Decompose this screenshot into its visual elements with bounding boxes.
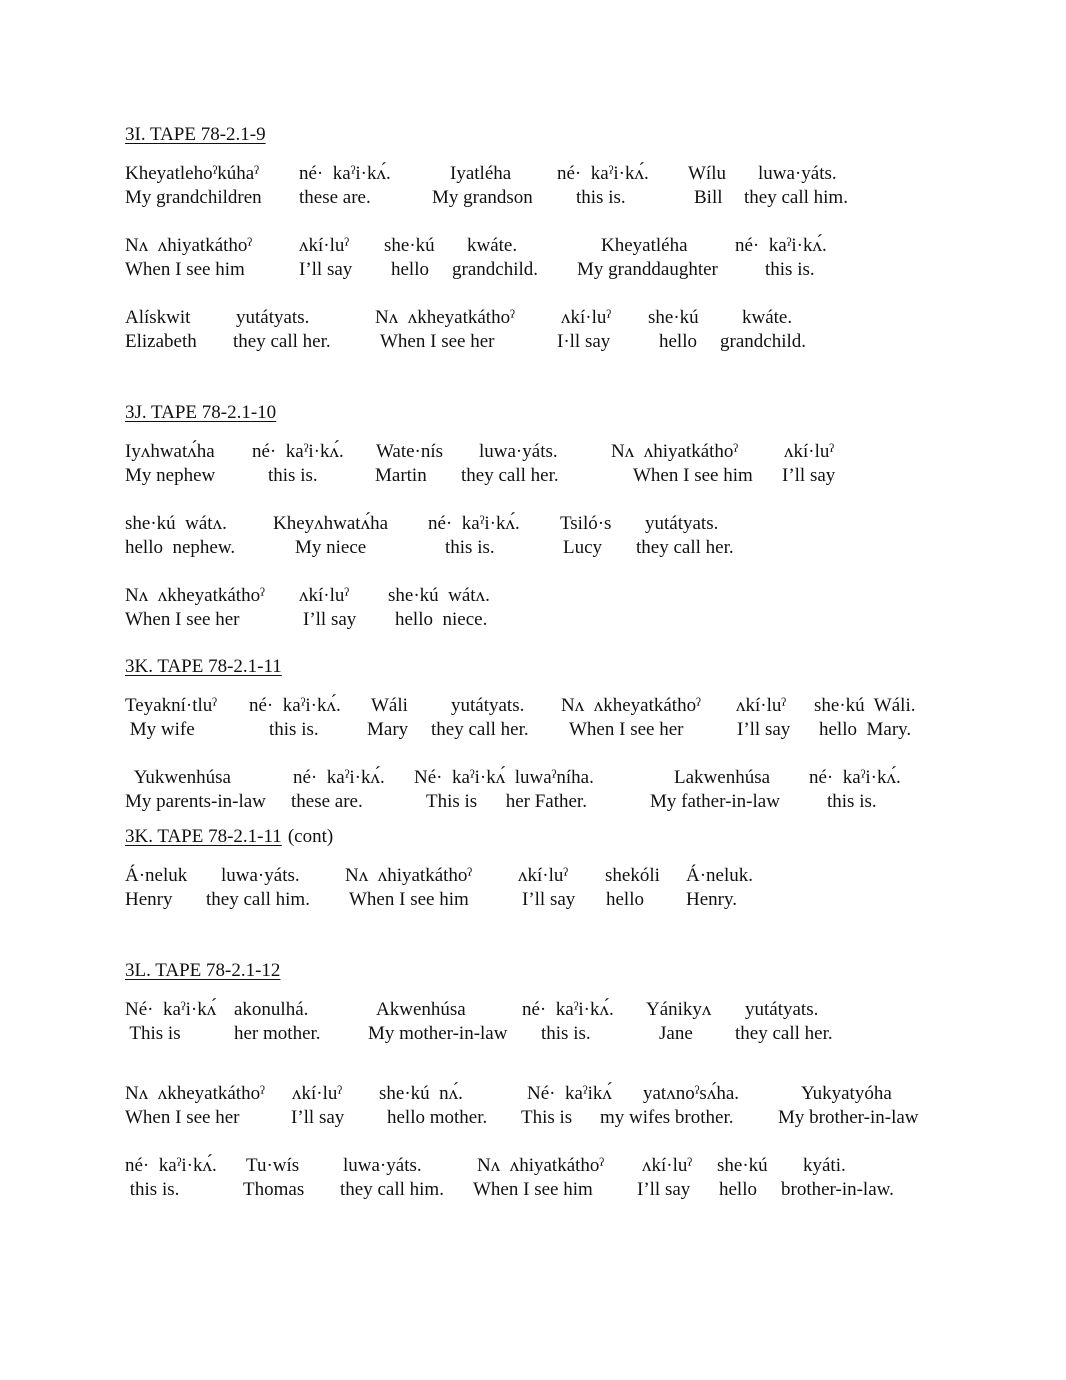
english-word: hello xyxy=(719,1179,757,1200)
english-word: I’ll say xyxy=(299,259,353,280)
oneida-word: yatʌnoˀsʌ́ha. xyxy=(643,1083,740,1104)
oneida-line xyxy=(125,234,1005,258)
oneida-word: ʌkí·luˀ xyxy=(561,307,612,328)
oneida-word: she·kú wátʌ. xyxy=(388,585,490,606)
english-word: they call her. xyxy=(431,719,529,740)
english-line xyxy=(125,1106,1005,1130)
oneida-word: Á·neluk xyxy=(125,865,188,886)
oneida-word: she·kú wátʌ. xyxy=(125,513,227,534)
english-word: Martin xyxy=(375,465,427,486)
oneida-word: Wate·nís xyxy=(376,441,444,462)
oneida-word: Né· kaˀi·kʌ́ luwaˀníha. xyxy=(414,767,594,788)
oneida-word: né· kaˀi·kʌ́. xyxy=(249,695,341,716)
english-word: I·ll say xyxy=(557,331,611,352)
oneida-word: Nʌ ʌhiyatkáthoˀ xyxy=(611,441,739,462)
oneida-word: akonulhá. xyxy=(234,999,309,1020)
oneida-word: yutátyats. xyxy=(236,307,310,328)
english-word: I’ll say xyxy=(637,1179,691,1200)
section-3k xyxy=(125,656,1005,814)
oneida-line xyxy=(125,512,1005,536)
english-word: My mother-in-law xyxy=(368,1023,508,1044)
oneida-word: ʌkí·luˀ xyxy=(518,865,569,886)
english-word: Elizabeth xyxy=(125,331,197,352)
section-3k-cont xyxy=(125,826,1005,912)
oneida-word: Né· kaˀikʌ́ xyxy=(527,1083,612,1104)
section-heading xyxy=(125,124,1005,146)
oneida-word: ʌkí·luˀ xyxy=(784,441,835,462)
gloss-block xyxy=(125,306,1005,354)
oneida-line xyxy=(125,162,1005,186)
english-word: My granddaughter xyxy=(577,259,718,280)
english-line xyxy=(125,1022,1005,1046)
gloss-block xyxy=(125,694,1005,742)
oneida-word: Kheyʌhwatʌ́ha xyxy=(273,513,389,534)
english-word: grandchild. xyxy=(452,259,539,280)
english-word: they call her. xyxy=(233,331,331,352)
oneida-word: Nʌ ʌhiyatkáthoˀ xyxy=(125,235,253,256)
oneida-word: Né· kaˀi·kʌ́ xyxy=(125,999,217,1020)
english-word: My grandson xyxy=(432,187,533,208)
oneida-word: she·kú Wáli. xyxy=(814,695,916,716)
oneida-word: kwáte. xyxy=(742,307,793,328)
gloss-block xyxy=(125,512,1005,560)
gloss-block xyxy=(125,1082,1005,1130)
oneida-word: Alískwit xyxy=(125,307,191,328)
english-word: this is. xyxy=(827,791,877,812)
oneida-word: Lakwenhúsa xyxy=(674,767,771,788)
oneida-word: Nʌ ʌkheyatkáthoˀ xyxy=(561,695,701,716)
english-word: they call her. xyxy=(735,1023,833,1044)
oneida-word: Kheyatlehoˀkúhaˀ xyxy=(125,163,259,184)
heading-text: 3K. TAPE 78-2.1-11 xyxy=(125,656,282,677)
english-word: Mary xyxy=(367,719,409,740)
english-word: When I see her xyxy=(569,719,684,740)
oneida-word: né· kaˀi·kʌ́. xyxy=(293,767,385,788)
oneida-word: né· kaˀi·kʌ́. xyxy=(735,235,827,256)
heading-text: 3L. TAPE 78-2.1-12 xyxy=(125,960,281,981)
oneida-word: Akwenhúsa xyxy=(376,999,466,1020)
english-line xyxy=(125,186,1005,210)
heading-suffix: (cont) xyxy=(287,826,334,847)
oneida-word: luwa·yáts. xyxy=(221,865,300,886)
oneida-line xyxy=(125,998,1005,1022)
english-word: her mother. xyxy=(234,1023,321,1044)
oneida-word: yutátyats. xyxy=(451,695,525,716)
english-line xyxy=(125,536,1005,560)
oneida-line xyxy=(125,440,1005,464)
section-heading xyxy=(125,826,1005,848)
oneida-word: luwa·yáts. xyxy=(758,163,837,184)
oneida-word: kyáti. xyxy=(803,1155,846,1176)
oneida-word: Yánikyʌ xyxy=(646,999,712,1020)
english-word: this is. xyxy=(125,1179,180,1200)
english-line xyxy=(125,608,1005,632)
oneida-word: Nʌ ʌkheyatkáthoˀ xyxy=(125,585,265,606)
oneida-word: yutátyats. xyxy=(745,999,819,1020)
english-word: they call him. xyxy=(340,1179,444,1200)
english-word: My nephew xyxy=(125,465,216,486)
oneida-word: Nʌ ʌkheyatkáthoˀ xyxy=(125,1083,265,1104)
oneida-word: Nʌ ʌhiyatkáthoˀ xyxy=(345,865,473,886)
oneida-word: Iyatléha xyxy=(450,163,512,184)
oneida-word: Á·neluk. xyxy=(686,865,754,886)
english-word: Bill xyxy=(694,187,723,208)
oneida-word: Kheyatléha xyxy=(601,235,688,256)
english-word: this is. xyxy=(576,187,626,208)
oneida-word: né· kaˀi·kʌ́. xyxy=(299,163,391,184)
oneida-word: shekóli xyxy=(605,865,660,886)
english-word: Lucy xyxy=(563,537,603,558)
oneida-word: ʌkí·luˀ xyxy=(299,585,350,606)
english-word: Jane xyxy=(659,1023,693,1044)
english-word: hello mother. xyxy=(387,1107,488,1128)
oneida-word: ʌkí·luˀ xyxy=(736,695,787,716)
section-heading xyxy=(125,960,1005,982)
oneida-word: yutátyats. xyxy=(645,513,719,534)
english-word: Henry xyxy=(125,889,173,910)
english-word: I’ll say xyxy=(291,1107,345,1128)
english-word: This is xyxy=(521,1107,573,1128)
english-word: My parents-in-law xyxy=(125,791,266,812)
english-word: hello xyxy=(659,331,697,352)
english-word: hello niece. xyxy=(395,609,488,630)
english-word: My father-in-law xyxy=(650,791,780,812)
oneida-word: Iyʌhwatʌ́ha xyxy=(125,441,215,462)
english-word: This is xyxy=(125,1023,181,1044)
english-word: This is her Father. xyxy=(426,791,587,812)
english-word: hello xyxy=(391,259,429,280)
document-page xyxy=(125,124,1005,1202)
english-word: When I see him xyxy=(473,1179,593,1200)
english-word: this is. xyxy=(269,719,319,740)
english-word: When I see him xyxy=(349,889,469,910)
english-word: I’ll say xyxy=(782,465,836,486)
english-word: these are. xyxy=(299,187,371,208)
english-word: My grandchildren xyxy=(125,187,262,208)
english-line xyxy=(125,790,1005,814)
english-word: hello Mary. xyxy=(819,719,912,740)
gloss-block xyxy=(125,234,1005,282)
english-word: When I see him xyxy=(633,465,753,486)
oneida-word: Yukyatyóha xyxy=(801,1083,892,1104)
oneida-word: Wáli xyxy=(371,695,408,716)
english-word: My brother-in-law xyxy=(778,1107,919,1128)
english-word: When I see her xyxy=(125,609,240,630)
oneida-word: she·kú xyxy=(384,235,435,256)
english-line xyxy=(125,1178,1005,1202)
english-word: My wife xyxy=(125,719,195,740)
oneida-word: né· kaˀi·kʌ́. xyxy=(522,999,614,1020)
section-3i xyxy=(125,124,1005,354)
oneida-word: né· kaˀi·kʌ́. xyxy=(125,1155,217,1176)
oneida-line xyxy=(125,1082,1005,1106)
oneida-line xyxy=(125,864,1005,888)
oneida-word: kwáte. xyxy=(467,235,518,256)
oneida-word: she·kú nʌ́. xyxy=(379,1083,463,1104)
oneida-line xyxy=(125,306,1005,330)
oneida-word: Wílu xyxy=(688,163,726,184)
oneida-line xyxy=(125,584,1005,608)
oneida-word: né· kaˀi·kʌ́. xyxy=(252,441,344,462)
english-word: hello nephew. xyxy=(125,537,236,558)
english-line xyxy=(125,258,1005,282)
gloss-block xyxy=(125,1154,1005,1202)
english-line xyxy=(125,464,1005,488)
oneida-word: Teyakní·tluˀ xyxy=(125,695,218,716)
section-3l xyxy=(125,960,1005,1202)
oneida-word: Nʌ ʌkheyatkáthoˀ xyxy=(375,307,515,328)
english-word: hello xyxy=(606,889,644,910)
oneida-word: Nʌ ʌhiyatkáthoˀ xyxy=(477,1155,605,1176)
oneida-line xyxy=(125,1154,1005,1178)
english-word: My niece xyxy=(295,537,367,558)
oneida-word: luwa·yáts. xyxy=(479,441,558,462)
oneida-word: ʌkí·luˀ xyxy=(292,1083,343,1104)
english-word: Thomas xyxy=(243,1179,305,1200)
english-word: this is. xyxy=(445,537,495,558)
section-3j xyxy=(125,402,1005,632)
gloss-block xyxy=(125,584,1005,632)
heading-text: 3I. TAPE 78-2.1-9 xyxy=(125,124,266,145)
gloss-block xyxy=(125,162,1005,210)
english-word: this is. xyxy=(765,259,815,280)
english-word: I’ll say xyxy=(737,719,791,740)
english-word: they call him. xyxy=(744,187,848,208)
oneida-word: Tsiló·s xyxy=(560,513,612,534)
oneida-word: she·kú xyxy=(717,1155,768,1176)
english-word: I’ll say xyxy=(303,609,357,630)
gloss-block xyxy=(125,998,1005,1046)
english-line xyxy=(125,718,1005,742)
english-word: When I see her xyxy=(125,1107,240,1128)
section-heading xyxy=(125,402,1005,424)
oneida-line xyxy=(125,694,1005,718)
oneida-line xyxy=(125,766,1005,790)
oneida-word: né· kaˀi·kʌ́. xyxy=(809,767,901,788)
english-word: they call her. xyxy=(636,537,734,558)
english-word: grandchild. xyxy=(720,331,807,352)
gloss-block xyxy=(125,440,1005,488)
english-word: brother-in-law. xyxy=(781,1179,894,1200)
gloss-block xyxy=(125,766,1005,814)
oneida-word: Yukwenhúsa xyxy=(125,767,231,788)
oneida-word: luwa·yáts. xyxy=(343,1155,422,1176)
heading-text: 3K. TAPE 78-2.1-11 xyxy=(125,826,282,847)
english-word: they call him. xyxy=(206,889,310,910)
english-word: When I see him xyxy=(125,259,245,280)
english-word: my wifes brother. xyxy=(600,1107,734,1128)
english-line xyxy=(125,888,1005,912)
heading-text: 3J. TAPE 78-2.1-10 xyxy=(125,402,277,423)
oneida-word: Tu·wís xyxy=(246,1155,300,1176)
english-word: this is. xyxy=(268,465,318,486)
oneida-word: ʌkí·luˀ xyxy=(299,235,350,256)
english-word: these are. xyxy=(291,791,363,812)
english-line xyxy=(125,330,1005,354)
gloss-block xyxy=(125,864,1005,912)
oneida-word: né· kaˀi·kʌ́. xyxy=(557,163,649,184)
english-word: this is. xyxy=(541,1023,591,1044)
oneida-word: ʌkí·luˀ xyxy=(642,1155,693,1176)
english-word: I’ll say xyxy=(522,889,576,910)
english-word: they call her. xyxy=(461,465,559,486)
english-word: Henry. xyxy=(686,889,737,910)
oneida-word: né· kaˀi·kʌ́. xyxy=(428,513,520,534)
english-word: When I see her xyxy=(380,331,495,352)
oneida-word: she·kú xyxy=(648,307,699,328)
section-heading xyxy=(125,656,1005,678)
